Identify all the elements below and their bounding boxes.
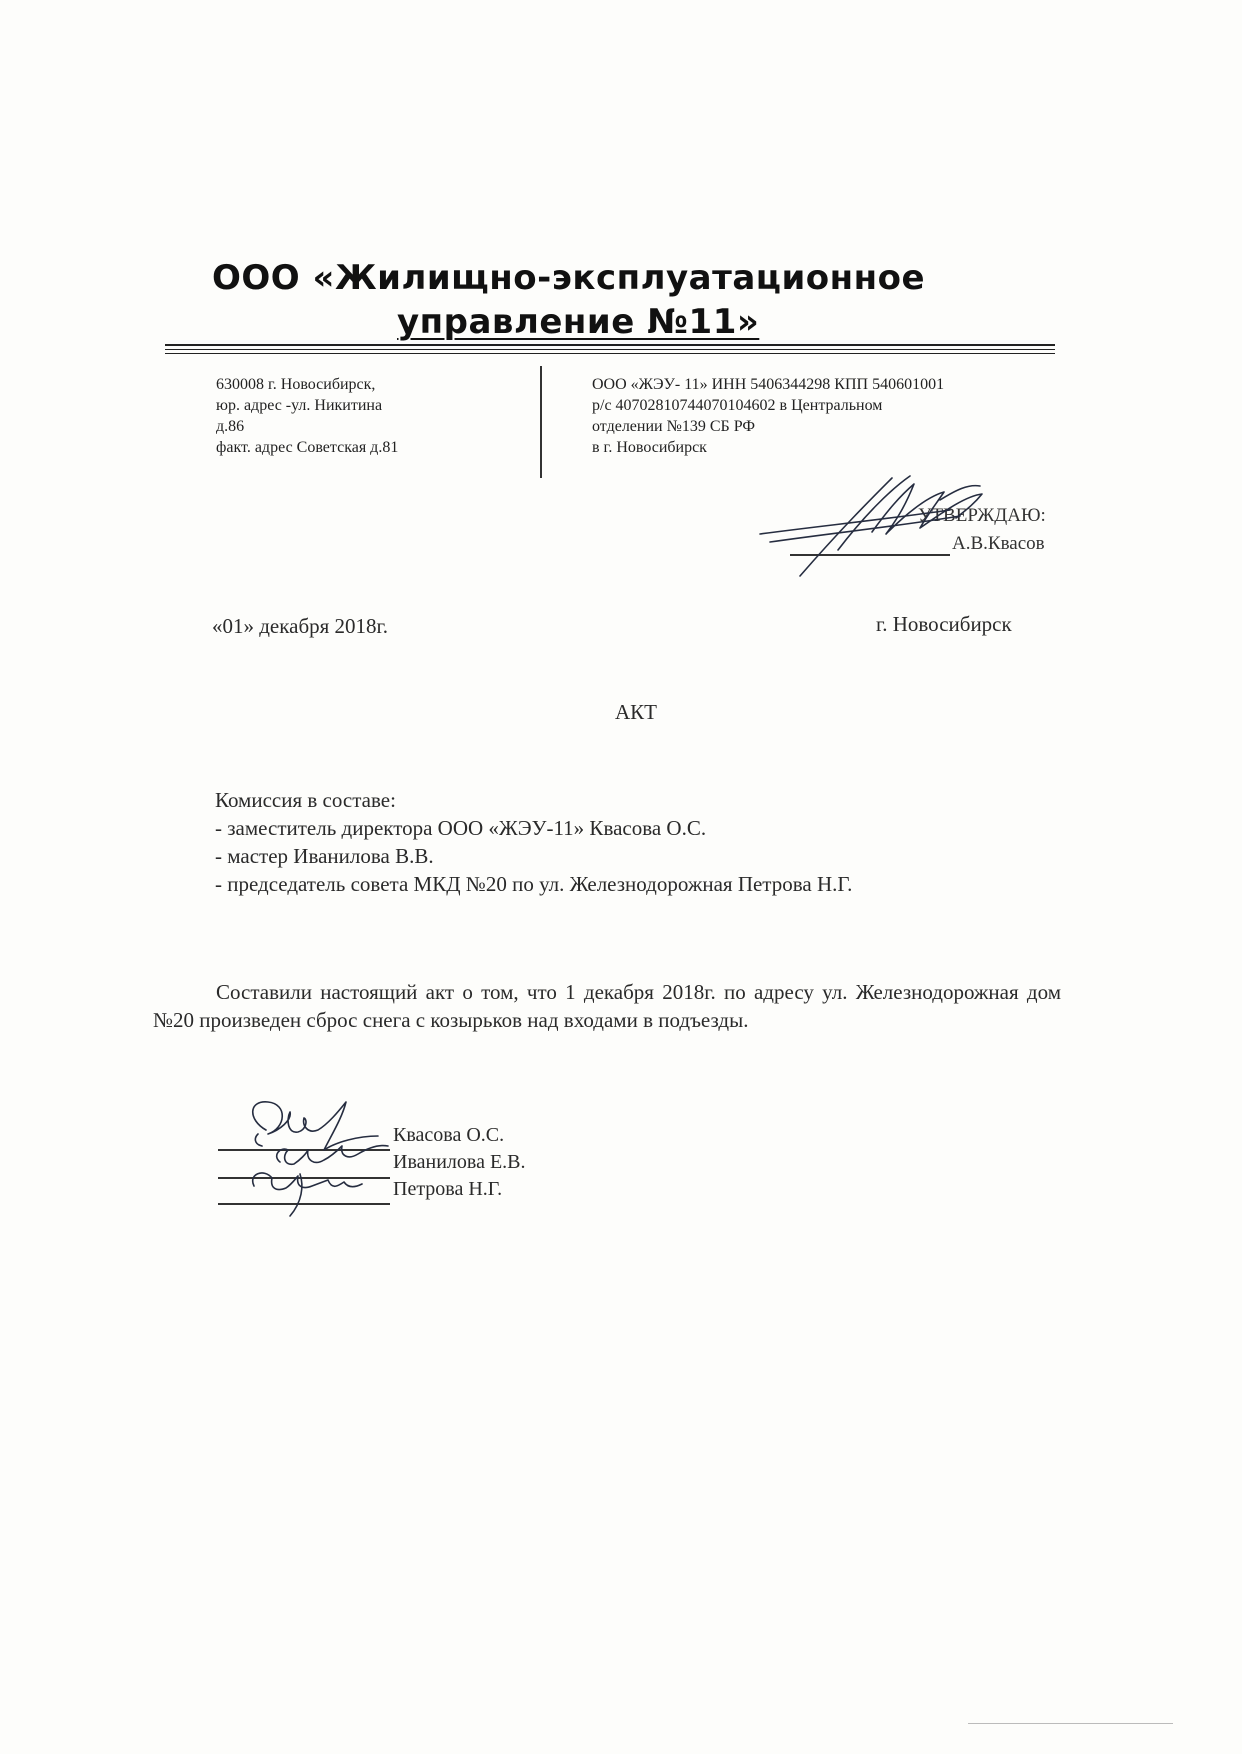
act-city: г. Новосибирск: [876, 612, 1012, 636]
approval-name: А.В.Квасов: [952, 533, 1045, 554]
commission-member: - мастер Иванилова В.В.: [215, 844, 434, 868]
address-line: д.86: [216, 418, 245, 435]
bank-details: [592, 374, 944, 458]
address-line: факт. адрес Советская д.81: [216, 439, 399, 456]
approval-label: УТВЕРЖДАЮ:: [918, 505, 1046, 526]
bank-line: р/с 40702810744070104602 в Центральном: [592, 397, 883, 414]
org-title-line1: ООО «Жилищно-эксплуатационное: [212, 258, 926, 298]
commission-member: - председатель совета МКД №20 по ул. Железнодорожная Петрова Н.Г.: [215, 872, 853, 896]
act-statement: Составили настоящий акт о том, что 1 декабря 2018г. по адресу ул. Железнодорожная дом №20 произведен сброс снега с козырьков над входами в подъезды.: [153, 980, 1061, 1032]
letterhead-rule-bottom: [165, 353, 1055, 354]
company-address: [216, 374, 398, 458]
commission-member: - заместитель директора ООО «ЖЭУ-11» Квасова О.С.: [215, 816, 707, 840]
act-title: АКТ: [615, 700, 657, 724]
commission-intro: Комиссия в составе:: [215, 788, 396, 812]
address-line: юр. адрес -ул. Никитина: [216, 397, 383, 414]
approval-signature-icon: [760, 470, 1060, 580]
signer-name: Иванилова Е.В.: [393, 1151, 526, 1173]
address-line: 630008 г. Новосибирск,: [216, 376, 376, 393]
scan-edge-line: [968, 1723, 1173, 1724]
handwritten-signatures-icon: [228, 1090, 408, 1220]
act-date: «01» декабря 2018г.: [212, 614, 389, 638]
letterhead-rule-middle: [165, 349, 1055, 350]
org-title-line2: управление №11»: [397, 302, 760, 342]
bank-line: в г. Новосибирск: [592, 439, 707, 456]
letterhead-rule-top: [165, 344, 1055, 346]
signer-name: Квасова О.С.: [393, 1124, 505, 1146]
signer-name: Петрова Н.Г.: [393, 1178, 503, 1200]
commission-list: [215, 786, 852, 898]
bank-line: ООО «ЖЭУ- 11» ИНН 5406344298 КПП 540601001: [592, 376, 945, 393]
letterhead-divider: [540, 366, 542, 478]
bank-line: отделении №139 СБ РФ: [592, 418, 755, 435]
